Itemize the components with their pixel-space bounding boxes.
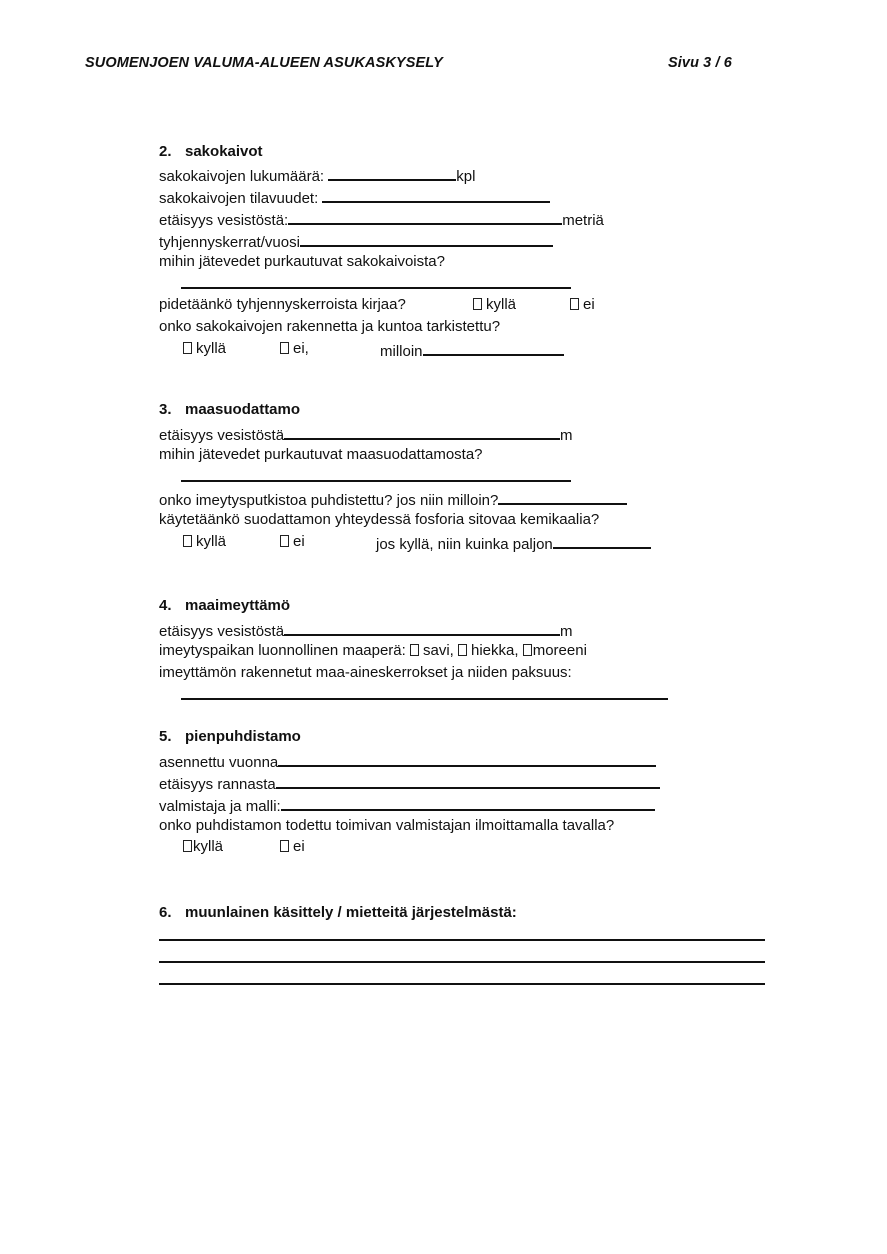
layers-label: imeyttämön rakennetut maa-aineskerrokset ja niiden paksuus: bbox=[159, 664, 572, 681]
pipe-cleaning-label: onko imeytysputkistoa puhdistettu? jos niin milloin? bbox=[159, 492, 499, 509]
distance-field[interactable] bbox=[288, 208, 562, 225]
section-title: sakokaivot bbox=[185, 143, 263, 160]
manufacturer-field[interactable] bbox=[281, 794, 655, 811]
checkbox-icon[interactable] bbox=[523, 644, 532, 656]
checkbox-icon[interactable] bbox=[570, 298, 579, 310]
section-number: 3. bbox=[159, 401, 172, 418]
soil-clay-option[interactable] bbox=[410, 642, 454, 659]
comment-line[interactable] bbox=[159, 939, 765, 941]
verified-yes-option[interactable] bbox=[183, 837, 223, 857]
installed-year-field[interactable] bbox=[278, 750, 656, 767]
installed-year-label: asennettu vuonna bbox=[159, 754, 279, 771]
section-heading bbox=[159, 400, 300, 420]
tank-volume-label: sakokaivojen tilavuudet: bbox=[159, 190, 319, 207]
soil-moraine-option[interactable] bbox=[523, 642, 587, 659]
inspected-no-label: ei, bbox=[293, 340, 309, 357]
section-title: maaimeyttämö bbox=[185, 597, 291, 614]
inspected-yes-option[interactable] bbox=[183, 339, 226, 359]
section-number: 4. bbox=[159, 597, 172, 614]
section-heading bbox=[159, 903, 517, 923]
chemical-label: käytetäänkö suodattamon yhteydessä fosforia sitovaa kemikaalia? bbox=[159, 511, 600, 528]
chemical-amount-field[interactable] bbox=[553, 532, 651, 549]
checkbox-icon[interactable] bbox=[280, 535, 289, 547]
shore-distance-label: etäisyys rannasta bbox=[159, 776, 276, 793]
checkbox-icon[interactable] bbox=[410, 644, 419, 656]
section-number: 6. bbox=[159, 904, 172, 921]
chemical-yes-label: kyllä bbox=[196, 533, 227, 550]
checkbox-icon[interactable] bbox=[183, 535, 192, 547]
discharge-label: mihin jätevedet purkautuvat sakokaivoista? bbox=[159, 253, 445, 270]
distance-unit: metriä bbox=[562, 212, 604, 229]
checkbox-icon[interactable] bbox=[473, 298, 482, 310]
manufacturer-label: valmistaja ja malli: bbox=[159, 798, 281, 815]
soil-sand-option[interactable] bbox=[458, 642, 519, 659]
tank-volume-field[interactable] bbox=[322, 186, 550, 203]
chemical-amount-label: jos kyllä, niin kuinka paljon bbox=[376, 536, 553, 553]
chemical-no-option[interactable] bbox=[280, 532, 305, 552]
records-no-label: ei bbox=[583, 296, 595, 313]
pipe-cleaning-field[interactable] bbox=[498, 488, 627, 505]
section-heading bbox=[159, 727, 301, 747]
distance-label: etäisyys vesistöstä bbox=[159, 623, 285, 640]
distance-field[interactable] bbox=[284, 423, 560, 440]
chemical-yes-option[interactable] bbox=[183, 532, 226, 552]
checkbox-icon[interactable] bbox=[458, 644, 467, 656]
comment-line[interactable] bbox=[159, 983, 765, 985]
shore-distance-field[interactable] bbox=[276, 772, 660, 789]
inspected-when-field[interactable] bbox=[423, 339, 564, 356]
distance-label: etäisyys vesistöstä bbox=[159, 427, 285, 444]
section-heading bbox=[159, 142, 263, 162]
layers-field[interactable] bbox=[181, 698, 668, 700]
inspected-label: onko sakokaivojen rakennetta ja kuntoa tarkistettu? bbox=[159, 318, 501, 335]
soil-label: imeytyspaikan luonnollinen maaperä: bbox=[159, 642, 406, 659]
checkbox-icon[interactable] bbox=[183, 342, 192, 354]
checkbox-icon[interactable] bbox=[280, 342, 289, 354]
soil-sand-label: hiekka, bbox=[471, 642, 519, 659]
page-number: Sivu 3 / 6 bbox=[668, 55, 732, 71]
section-title: muunlainen käsittely / mietteitä järjestelmästä: bbox=[185, 904, 517, 921]
tank-count-field[interactable] bbox=[328, 164, 456, 181]
verified-no-label: ei bbox=[293, 838, 305, 855]
soil-clay-label: savi, bbox=[422, 642, 454, 659]
inspected-no-option[interactable] bbox=[280, 339, 309, 359]
section-number: 2. bbox=[159, 143, 172, 160]
discharge-field[interactable] bbox=[181, 287, 571, 289]
section-title: pienpuhdistamo bbox=[185, 728, 301, 745]
discharge-label: mihin jätevedet purkautuvat maasuodattamosta? bbox=[159, 446, 483, 463]
emptying-field[interactable] bbox=[300, 230, 553, 247]
section-number: 5. bbox=[159, 728, 172, 745]
tank-count-label: sakokaivojen lukumäärä: bbox=[159, 168, 325, 185]
tank-count-unit: kpl bbox=[456, 168, 476, 185]
chemical-no-label: ei bbox=[293, 533, 305, 550]
section-heading bbox=[159, 596, 290, 616]
soil-moraine-label: moreeni bbox=[532, 642, 587, 659]
verified-yes-label: kyllä bbox=[193, 838, 224, 855]
comment-line[interactable] bbox=[159, 961, 765, 963]
discharge-field[interactable] bbox=[181, 480, 571, 482]
verified-no-option[interactable] bbox=[280, 837, 305, 857]
records-yes-label: kyllä bbox=[486, 296, 517, 313]
inspected-yes-label: kyllä bbox=[196, 340, 227, 357]
emptying-label: tyhjennyskerrat/vuosi bbox=[159, 234, 300, 251]
survey-title: SUOMENJOEN VALUMA-ALUEEN ASUKASKYSELY bbox=[85, 55, 443, 71]
section-title: maasuodattamo bbox=[185, 401, 301, 418]
distance-field[interactable] bbox=[284, 619, 560, 636]
distance-unit: m bbox=[560, 623, 573, 640]
records-no-option[interactable] bbox=[570, 295, 595, 315]
inspected-when-label: milloin bbox=[380, 343, 423, 360]
records-yes-option[interactable] bbox=[473, 295, 516, 315]
checkbox-icon[interactable] bbox=[183, 840, 192, 852]
records-label: pidetäänkö tyhjennyskerroista kirjaa? bbox=[159, 296, 406, 313]
distance-unit: m bbox=[560, 427, 573, 444]
checkbox-icon[interactable] bbox=[280, 840, 289, 852]
verified-label: onko puhdistamon todettu toimivan valmistajan ilmoittamalla tavalla? bbox=[159, 817, 615, 834]
distance-label: etäisyys vesistöstä: bbox=[159, 212, 289, 229]
